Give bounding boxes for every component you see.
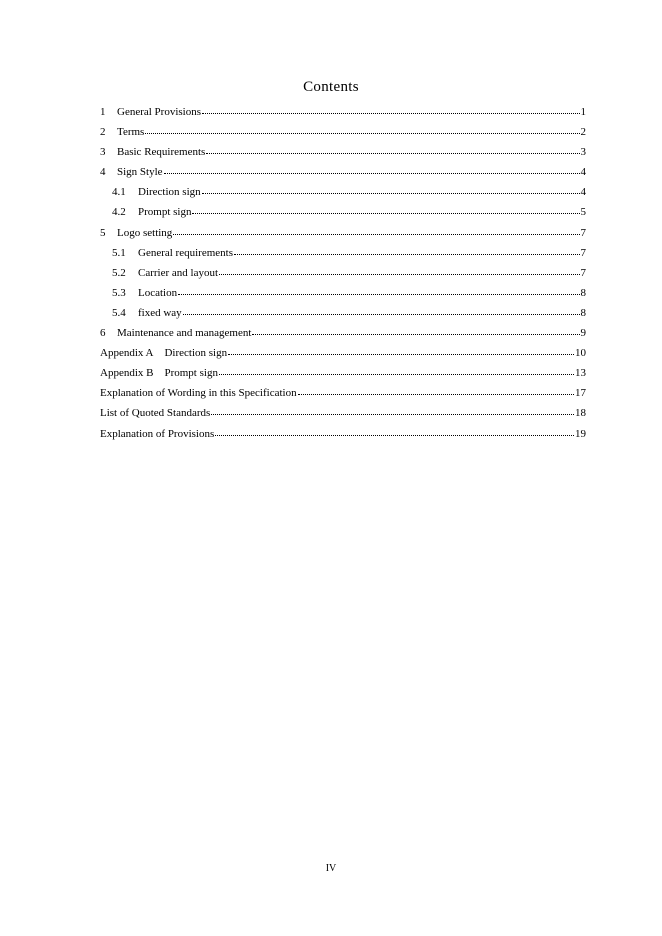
toc-entry-label: Explanation of Wording in this Specification (100, 387, 297, 400)
toc-entry[interactable] (100, 144, 586, 164)
toc-entry[interactable] (100, 245, 586, 265)
toc-entry-number: 5 (100, 226, 106, 239)
toc-entry-page: 1 (580, 106, 586, 118)
toc-entry-page: 4 (580, 166, 586, 179)
toc-entry-label: Terms (117, 126, 145, 139)
toc-entry-label: Direction sign (138, 186, 201, 199)
toc-entry-number: 4 (100, 166, 106, 179)
toc-entry-page: 7 (580, 246, 586, 259)
page-number: IV (325, 863, 337, 874)
toc-entry-label: Sign Style (117, 166, 163, 179)
toc-entry-number: 5.1 (112, 246, 126, 259)
page-title: Contents (303, 79, 359, 95)
toc-entry[interactable] (100, 225, 586, 245)
toc-entry-number: 1 (100, 106, 106, 118)
toc-entry-label: General Provisions (117, 106, 202, 118)
toc-dot-leader (202, 184, 580, 195)
toc-entry[interactable] (100, 305, 586, 325)
toc-entry-label: Logo setting (117, 226, 173, 239)
toc-entry-number: 4.2 (112, 206, 126, 219)
toc-entry-page: 5 (580, 206, 586, 219)
toc-entry-number: 3 (100, 146, 106, 159)
toc-entry[interactable] (100, 405, 586, 425)
toc-dot-leader (183, 305, 580, 316)
toc-entry-page: 17 (575, 387, 586, 400)
toc-dot-leader (173, 225, 579, 236)
toc-dot-leader (234, 245, 580, 256)
toc-entry-label: General requirements (138, 246, 233, 259)
toc-entry-label: Carrier and layout (138, 266, 219, 279)
toc-entry-page: 8 (580, 306, 586, 319)
toc-entry-number: 4.1 (112, 186, 126, 199)
toc-entry-page: 4 (580, 186, 586, 199)
toc-entry[interactable] (100, 365, 586, 385)
toc-entry-label: Prompt sign (138, 206, 192, 219)
toc-entry-number: 5.4 (112, 306, 126, 319)
toc-entry-label: Appendix B Prompt sign (100, 367, 218, 380)
toc-entry-label: Appendix A Direction sign (100, 347, 228, 360)
toc-entry[interactable] (100, 184, 586, 204)
toc-dot-leader (219, 265, 579, 276)
toc-entry-label: Maintenance and management (117, 327, 252, 340)
toc-dot-leader (178, 285, 579, 296)
toc-entry-page: 10 (575, 347, 586, 360)
toc-dot-leader (164, 164, 580, 175)
toc-entry[interactable] (100, 385, 586, 405)
toc-dot-leader (228, 345, 574, 356)
toc-dot-leader (219, 365, 574, 376)
toc-dot-leader (202, 104, 579, 115)
toc-entry-label: Explanation of Provisions (100, 427, 215, 440)
toc-entry-page: 19 (575, 427, 586, 440)
toc-entry[interactable] (100, 164, 586, 184)
toc-entry[interactable] (100, 426, 586, 446)
toc-dot-leader (211, 405, 574, 416)
table-of-contents (100, 104, 586, 446)
toc-entry-page: 8 (580, 286, 586, 299)
toc-entry-page: 3 (580, 146, 586, 159)
toc-entry-page: 7 (580, 226, 586, 239)
toc-entry-number: 5.2 (112, 266, 126, 279)
toc-entry-number: 6 (100, 327, 106, 340)
toc-entry[interactable] (100, 345, 586, 365)
toc-entry-label: fixed way (138, 306, 182, 319)
toc-entry-page: 9 (580, 327, 586, 340)
toc-entry[interactable] (100, 104, 586, 124)
toc-dot-leader (206, 144, 579, 155)
toc-entry-page: 2 (580, 126, 586, 139)
toc-entry-number: 5.3 (112, 286, 126, 299)
toc-entry[interactable] (100, 325, 586, 345)
toc-entry-number: 2 (100, 126, 106, 139)
toc-dot-leader (298, 385, 574, 396)
toc-dot-leader (252, 325, 579, 336)
toc-entry-page: 13 (575, 367, 586, 380)
toc-entry-page: 18 (575, 407, 586, 420)
toc-entry[interactable] (100, 204, 586, 224)
toc-entry-label: Basic Requirements (117, 146, 206, 159)
toc-entry-page: 7 (580, 266, 586, 279)
toc-dot-leader (192, 204, 579, 215)
toc-entry[interactable] (100, 265, 586, 285)
toc-dot-leader (145, 124, 579, 135)
toc-entry[interactable] (100, 285, 586, 305)
toc-entry-label: Location (138, 286, 178, 299)
toc-dot-leader (215, 426, 574, 437)
toc-entry[interactable] (100, 124, 586, 144)
toc-entry-label: List of Quoted Standards (100, 407, 211, 420)
